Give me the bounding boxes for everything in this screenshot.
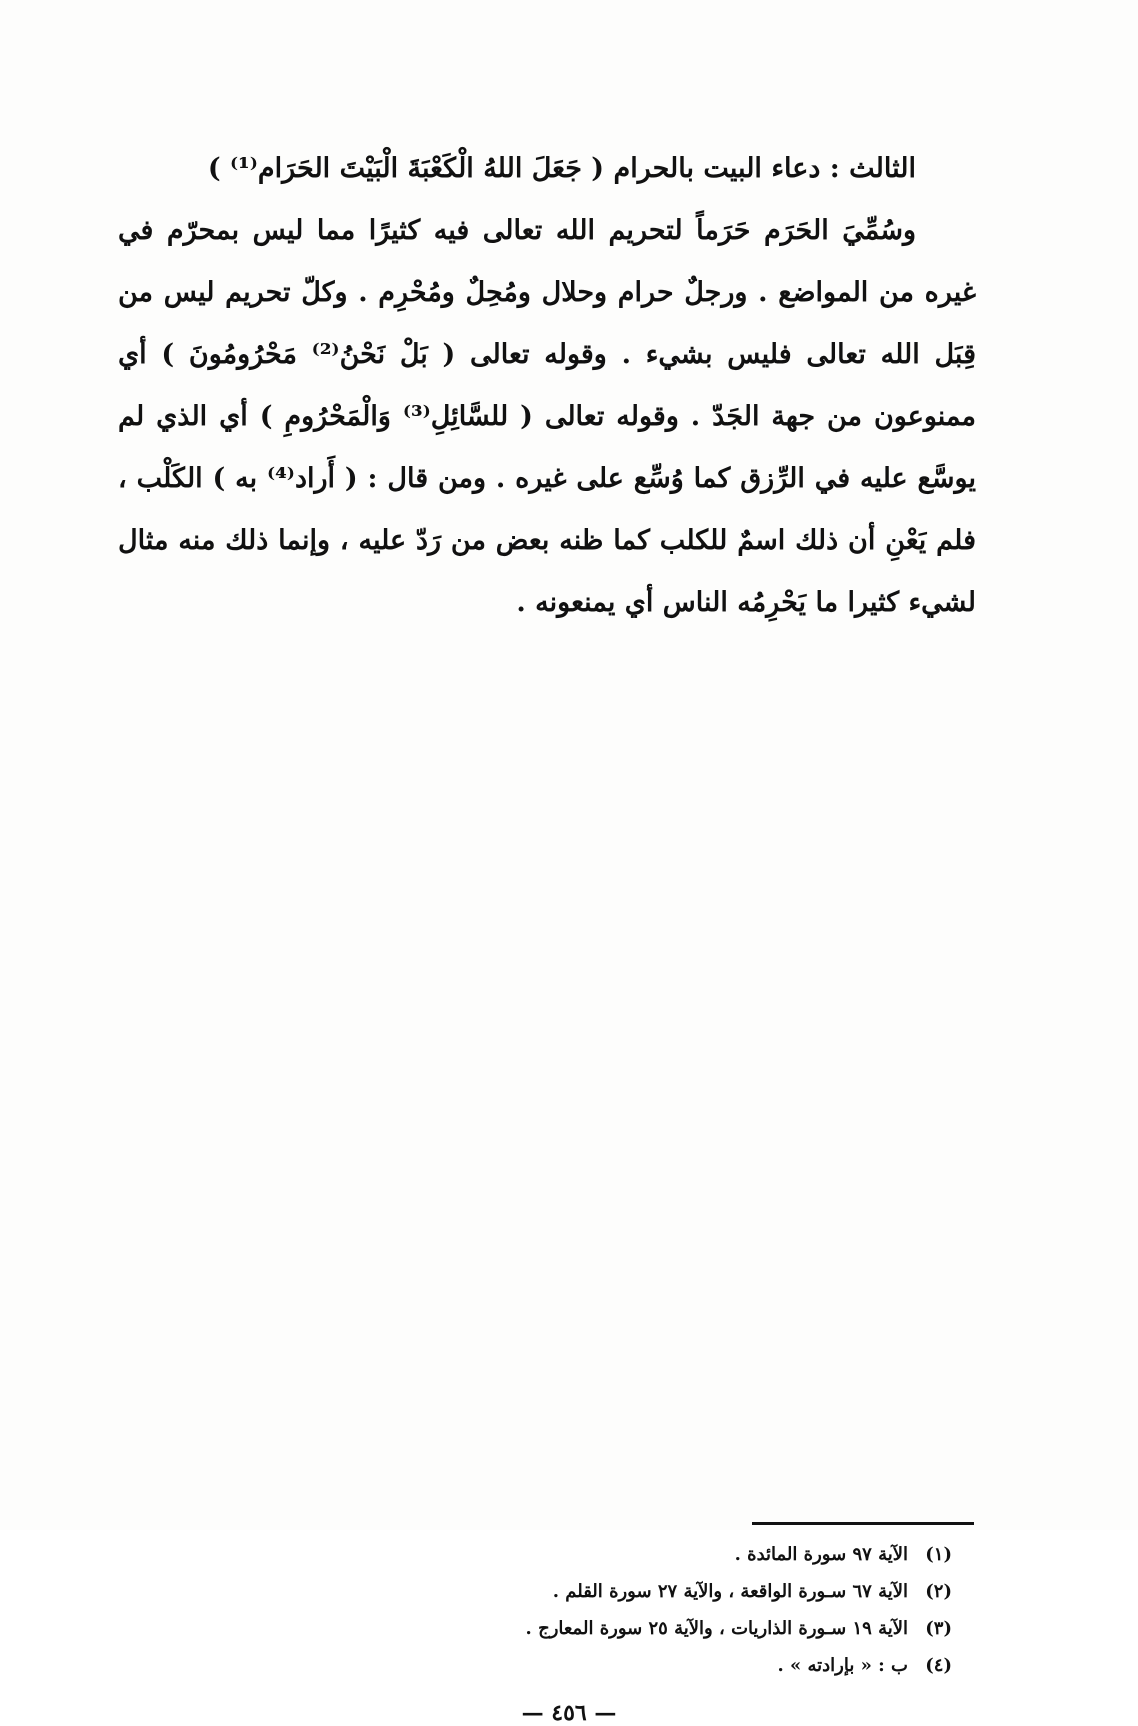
footnote-item	[300, 1573, 952, 1610]
footnote-text: الآية ٦٧ سـورة الواقعة ، والآية ٢٧ سورة القلم .	[552, 1581, 908, 1602]
main-text	[118, 138, 976, 634]
footnote-item	[300, 1647, 952, 1684]
footnote-number: (١)	[925, 1544, 952, 1565]
footnotes	[300, 1536, 952, 1684]
footnote-item	[300, 1610, 952, 1647]
footnote-item	[300, 1536, 952, 1573]
footnote-number: (٤)	[925, 1655, 952, 1676]
footnote-text: ب : « بإرادته » .	[777, 1655, 908, 1676]
footnote-text: الآية ١٩ سـورة الذاريات ، والآية ٢٥ سورة المعارج .	[525, 1618, 908, 1639]
footnote-number: (٢)	[925, 1581, 952, 1602]
footnote-separator	[752, 1522, 974, 1525]
page-number: — ٤٥٦ —	[521, 1700, 617, 1726]
paragraph-body: وسُمِّيَ الحَرَم حَرَماً لتحريم الله تعالى فيه كثيرًا مما ليس بمحرّم في غيره من المواضع . ورجلٌ حرام وحلال ومُحِلٌ ومُحْرِم . وكلّ تحريم ليس من قِبَل الله تعالى فليس بشيء . وقوله تعالى ( بَلْ نَحْنُ⁽²⁾ مَحْرُومُونَ ) أي ممنوعون من جهة الجَدّ . وقوله تعالى ( للسَّائِلِ⁽³⁾ وَالْمَحْرُومِ ) أي الذي لم يوسَّع عليه في الرِّزق كما وُسِّع على غيره . ومن قال : ( أَراد⁽⁴⁾ به ) الكَلْب ، فلم يَعْنِ أن ذلك اسمٌ للكلب كما ظنه بعض من رَدّ عليه ، وإنما ذلك منه مثال لشيء كثيرا ما يَحْرِمُه الناس أي يمنعونه .	[118, 215, 976, 618]
footnote-number: (٣)	[925, 1618, 952, 1639]
paragraph-heading: الثالث : دعاء البيت بالحرام ( جَعَلَ اللهُ الْكَعْبَةَ الْبَيْتَ الحَرَام⁽¹⁾ )	[207, 153, 916, 184]
footnote-text: الآية ٩٧ سورة المائدة .	[734, 1544, 908, 1565]
